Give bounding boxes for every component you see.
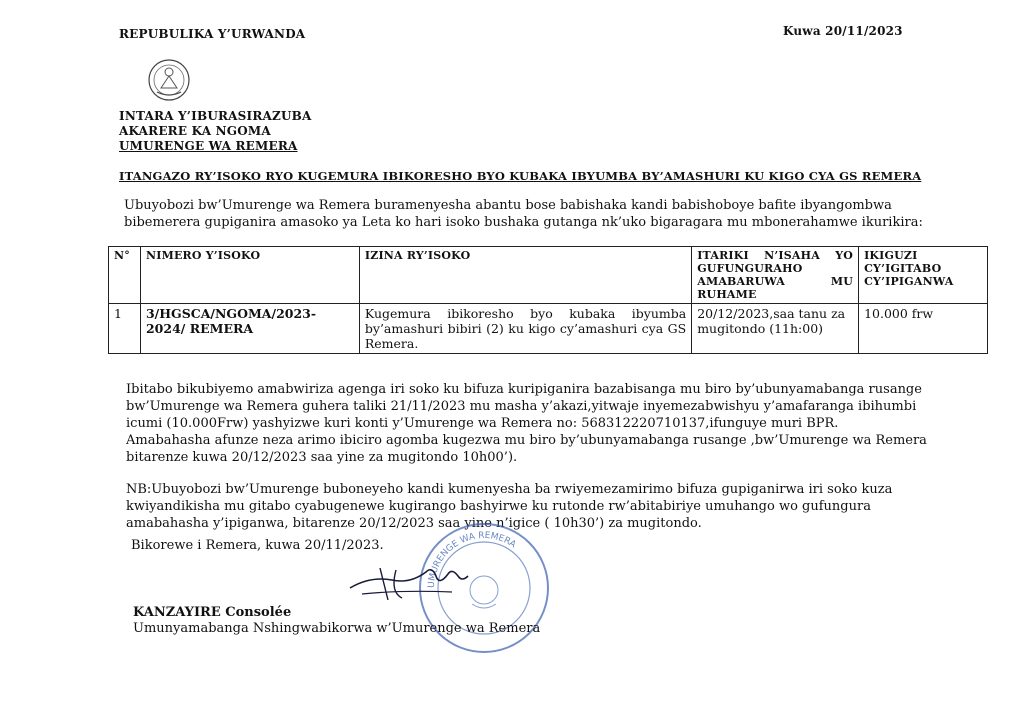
closing-line: Bikorewe i Remera, kuwa 20/11/2023. (131, 538, 384, 553)
notice-title: ITANGAZO RY’ISOKO RYO KUGEMURA IBIKORESHO BYO KUBAKA IBYUMBA BY’AMASHURI KU KIGO CYA GS REMERA (119, 169, 922, 183)
intro-line-2: bibemerera gupiganira amasoko ya Leta ko hari isoko bushaka gutanga nk’uko bigaragara mu mbonerahamwe ikurikira: (124, 215, 923, 230)
header-opening-date: ITARIKI N’ISAHA YO GUFUNGURAHO AMABARUWA MU RUHAME (692, 247, 859, 304)
cell-tender-number: 3/HGSCA/NGOMA/2023-2024/ REMERA (140, 304, 359, 354)
para2-line-3: icumi (10.000Frw) yashyizwe kuri konti y’Umurenge wa Remera no: 568312220710137,ifunguye muri BPR. (126, 416, 839, 431)
para2-line-2: bw’Umurenge wa Remera guhera taliki 21/11/2023 mu masha y’akazi,yitwaje inyemezabwishyu y’amafaranga ibihumbi (126, 399, 917, 414)
signature-icon (340, 546, 480, 616)
district-name: AKARERE KA NGOMA (119, 124, 271, 138)
para2-line-1: Ibitabo bikubiyemo amabwiriza agenga iri soko ku bifuza kuripiganira bazabisanga mu biro by’ubunyamabanga rusange (126, 382, 922, 397)
intro-line-1: Ubuyobozi bw’Umurenge wa Remera buramenyesha abantu bose babishaka kandi babishoboye bafite ibyangombwa (124, 198, 892, 213)
country-name: REPUBULIKA Y’URWANDA (119, 27, 306, 41)
cell-price: 10.000 frw (859, 304, 988, 354)
header-price: IKIGUZI CY’IGITABO CY’IPIGANWA (859, 247, 988, 304)
signatory-name: KANZAYIRE Consolée (133, 605, 292, 620)
province-name: INTARA Y’IBURASIRAZUBA (119, 109, 312, 123)
header-tender-number: NIMERO Y’ISOKO (140, 247, 359, 304)
stamp-text: UMURENGE WA REMERA (426, 530, 518, 589)
para3-line-1: NB:Ubuyobozi bw’Umurenge buboneyeho kandi kumenyesha ba rwiyemezamirimo bifuza gupiganirwa iri soko kuza (126, 482, 893, 497)
sector-name: UMURENGE WA REMERA (119, 139, 298, 153)
cell-opening-date: 20/12/2023,saa tanu za mugitondo (11h:00) (692, 304, 859, 354)
cell-no: 1 (109, 304, 141, 354)
para2-line-4: Amabahasha afunze neza arimo ibiciro agomba kugezwa mu biro by’ubunyamabanga rusange ,bw’Umurenge wa Remera (126, 433, 927, 448)
table-row (109, 304, 988, 354)
header-no: N° (109, 247, 141, 304)
para2-line-5: bitarenze kuwa 20/12/2023 saa yine za mugitondo 10h00’). (126, 450, 518, 465)
signatory-title: Umunyamabanga Nshingwabikorwa w’Umurenge wa Remera (133, 621, 541, 636)
table-header-row (109, 247, 988, 304)
para3-line-2: kwiyandikisha mu gitabo cyabugenewe kugirango bashyirwe ku rutonde rw’abitabiriye umuhango wo gufungura (126, 499, 871, 514)
para3-line-3: amabahasha y’ipiganwa, bitarenze 20/12/2023 saa yine n’igice ( 10h30’) za mugitondo. (126, 516, 702, 531)
cell-tender-name: Kugemura ibikoresho byo kubaka ibyumba by’amashuri bibiri (2) ku kigo cy’amashuri cya GS Remera. (359, 304, 691, 354)
rwanda-emblem-icon (147, 58, 191, 102)
header-tender-name: IZINA RY’ISOKO (359, 247, 691, 304)
tender-table (108, 246, 988, 354)
document-date: Kuwa 20/11/2023 (783, 24, 903, 38)
